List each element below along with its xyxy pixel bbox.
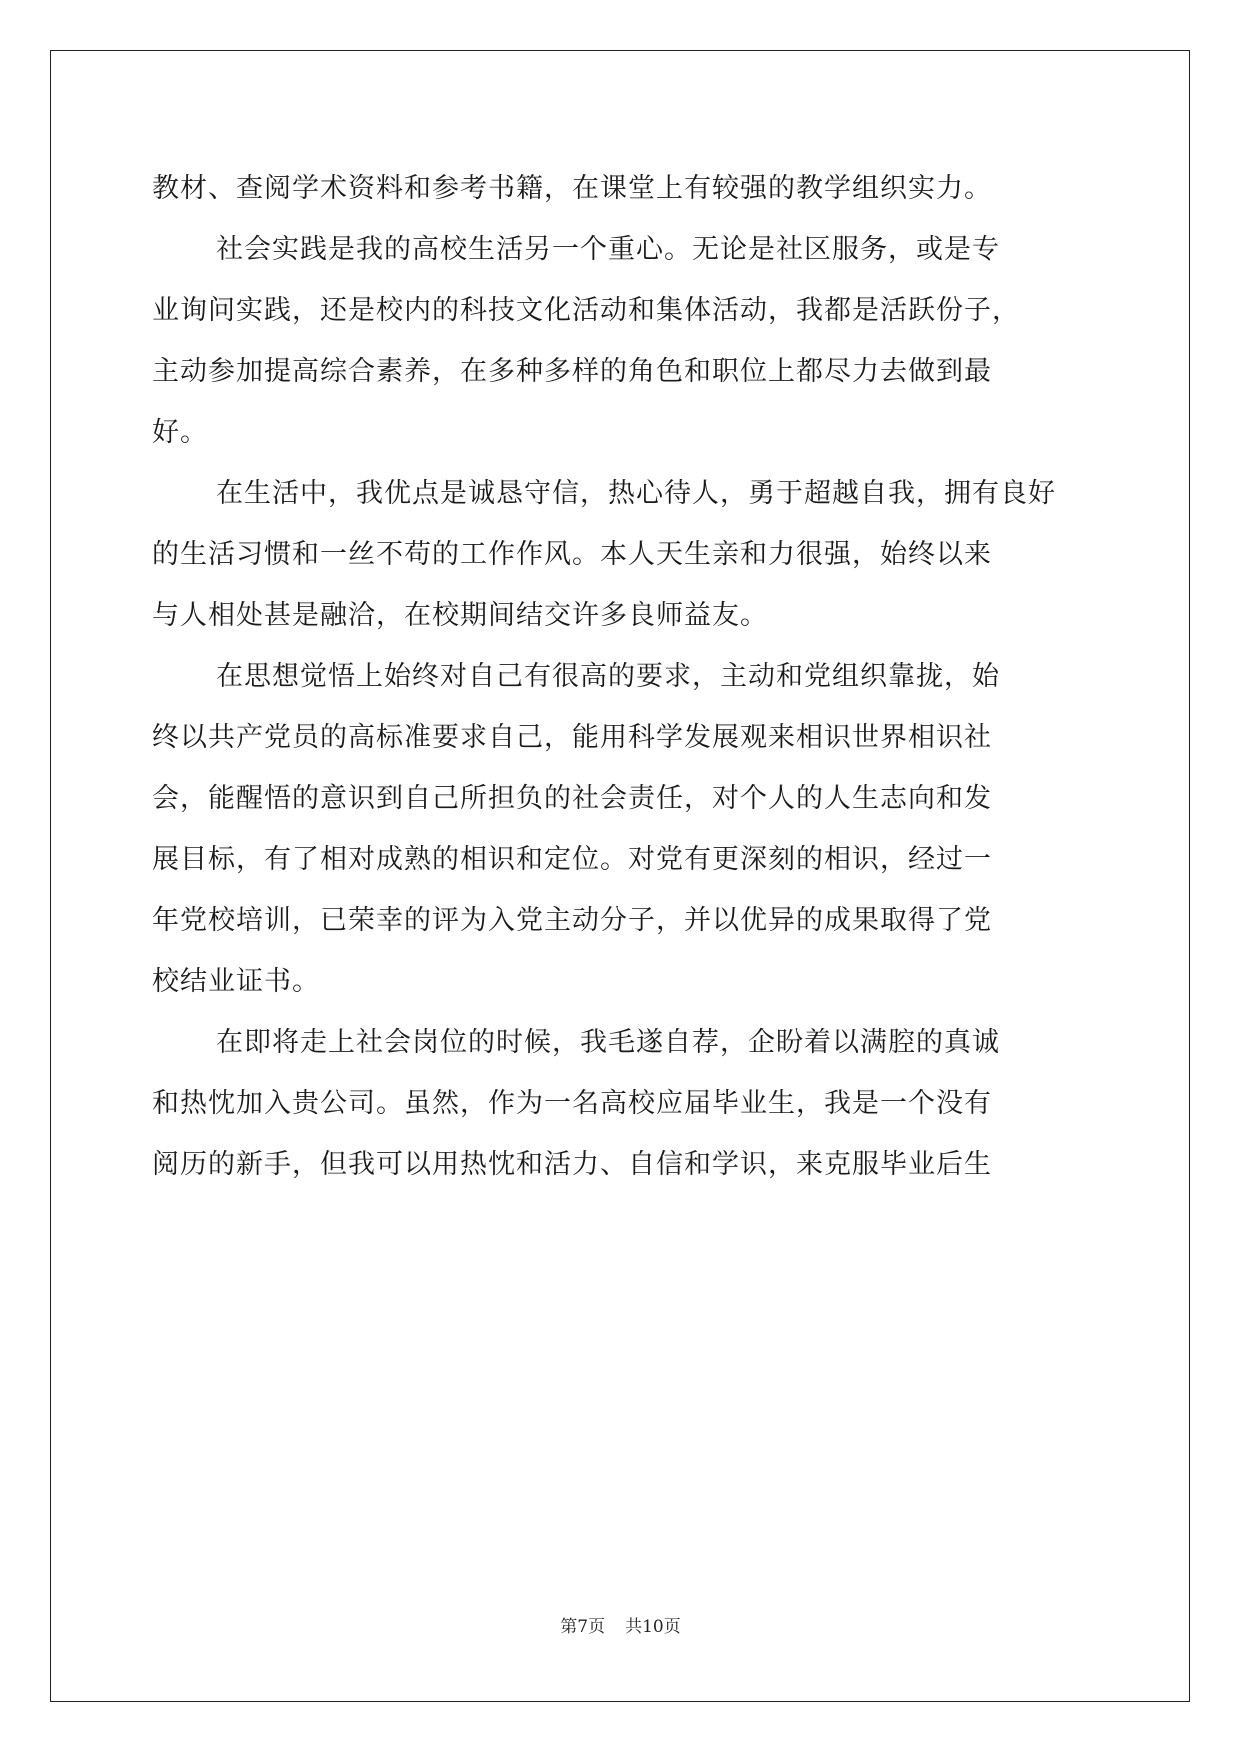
text-line: 与人相处甚是融洽，在校期间结交许多良师益友。 <box>152 600 768 631</box>
text-line: 年党校培训，已荣幸的评为入党主动分子，并以优异的成果取得了党 <box>152 905 992 936</box>
text-line: 社会实践是我的高校生活另一个重心。无论是社区服务，或是专 <box>216 234 1000 265</box>
text-line: 在生活中，我优点是诚恳守信，热心待人，勇于超越自我，拥有良好 <box>216 478 1056 509</box>
text-line: 好。 <box>152 417 208 448</box>
text-line: 展目标，有了相对成熟的相识和定位。对党有更深刻的相识，经过一 <box>152 844 992 875</box>
document-body <box>152 158 1092 1195</box>
text-line: 教材、查阅学术资料和参考书籍，在课堂上有较强的教学组织实力。 <box>152 173 992 204</box>
text-line: 在思想觉悟上始终对自己有很高的要求，主动和党组织靠拢，始 <box>216 661 1000 692</box>
total-pages: 共10页 <box>625 1617 681 1637</box>
text-line: 的生活习惯和一丝不苟的工作作风。本人天生亲和力很强，始终以来 <box>152 539 992 570</box>
text-line: 和热忱加入贵公司。虽然，作为一名高校应届毕业生，我是一个没有 <box>152 1088 992 1119</box>
text-line: 校结业证书。 <box>152 966 320 997</box>
page-footer <box>0 1612 1241 1637</box>
text-line: 阅历的新手，但我可以用热忱和活力、自信和学识，来克服毕业后生 <box>152 1149 992 1180</box>
text-line: 终以共产党员的高标准要求自己，能用科学发展观来相识世界相识社 <box>152 722 992 753</box>
page-number: 第7页 <box>560 1617 606 1637</box>
text-line: 在即将走上社会岗位的时候，我毛遂自荐，企盼着以满腔的真诚 <box>216 1027 1000 1058</box>
text-line: 主动参加提高综合素养，在多种多样的角色和职位上都尽力去做到最 <box>152 356 992 387</box>
text-line: 会，能醒悟的意识到自己所担负的社会责任，对个人的人生志向和发 <box>152 783 992 814</box>
text-line: 业询问实践，还是校内的科技文化活动和集体活动，我都是活跃份子， <box>152 295 1020 326</box>
